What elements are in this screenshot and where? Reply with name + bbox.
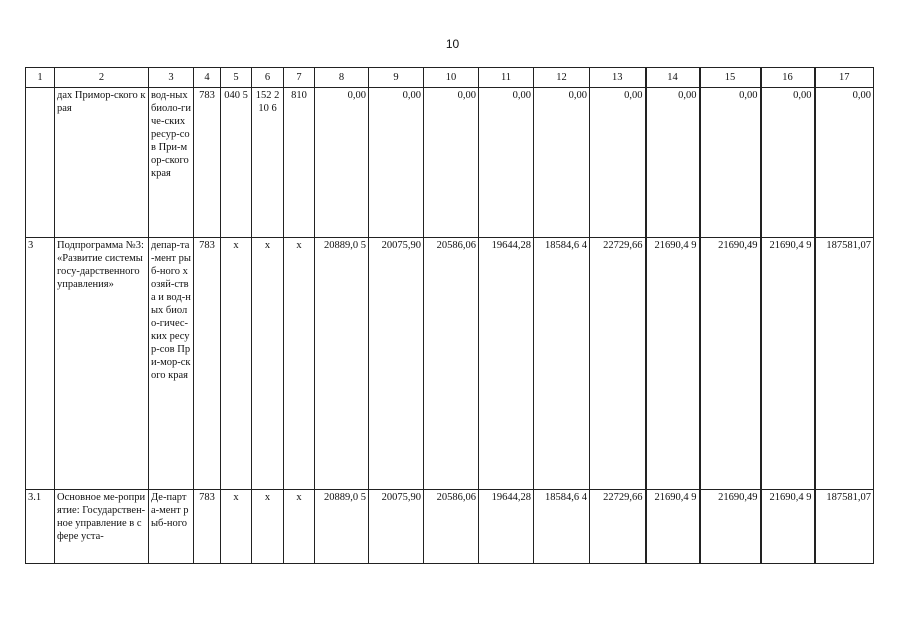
amount-cell: 20889,0 5	[315, 490, 369, 564]
grbs-cell: 783	[194, 238, 221, 490]
amount-cell: 0,00	[534, 88, 590, 238]
header-cell: 10	[424, 68, 479, 88]
grbs-cell: 783	[194, 490, 221, 564]
header-row	[26, 68, 874, 88]
amount-cell: 0,00	[315, 88, 369, 238]
amount-cell: 0,00	[761, 88, 815, 238]
header-cell: 14	[646, 68, 700, 88]
amount-cell: 0,00	[590, 88, 646, 238]
rzpr-cell: 040 5	[221, 88, 252, 238]
executor-cell: депар-та-мент рыб-ного хозяй-ства и вод-ных биоло-гичес-ких ресур-сов При-мор-ского края	[149, 238, 194, 490]
rzpr-cell: х	[221, 490, 252, 564]
header-cell: 9	[369, 68, 424, 88]
budget-table	[25, 67, 874, 564]
csr-cell: х	[252, 238, 284, 490]
row-number-cell	[26, 88, 55, 238]
amount-cell: 20075,90	[369, 490, 424, 564]
amount-cell: 22729,66	[590, 238, 646, 490]
header-cell: 8	[315, 68, 369, 88]
grbs-cell: 783	[194, 88, 221, 238]
name-cell: Подпрограмма №3: «Развитие системы госу-дарственного управления»	[55, 238, 149, 490]
amount-cell: 19644,28	[479, 490, 534, 564]
header-cell: 16	[761, 68, 815, 88]
amount-cell: 0,00	[479, 88, 534, 238]
amount-cell: 21690,4 9	[761, 490, 815, 564]
amount-cell: 21690,4 9	[646, 238, 700, 490]
page-number: 10	[445, 37, 460, 51]
header-cell: 3	[149, 68, 194, 88]
amount-cell: 0,00	[424, 88, 479, 238]
header-cell: 7	[284, 68, 315, 88]
header-cell: 5	[221, 68, 252, 88]
header-cell: 13	[590, 68, 646, 88]
csr-cell: 152 210 6	[252, 88, 284, 238]
header-cell: 6	[252, 68, 284, 88]
rzpr-cell: х	[221, 238, 252, 490]
amount-cell: 19644,28	[479, 238, 534, 490]
vr-cell: х	[284, 238, 315, 490]
table-row	[26, 88, 874, 238]
amount-cell: 18584,6 4	[534, 238, 590, 490]
amount-cell: 21690,49	[700, 238, 761, 490]
name-cell: Основное ме-роприятие: Государствен-ное управление в сфере уста-	[55, 490, 149, 564]
header-cell: 15	[700, 68, 761, 88]
header-cell: 4	[194, 68, 221, 88]
row-number-cell: 3.1	[26, 490, 55, 564]
amount-cell: 21690,4 9	[761, 238, 815, 490]
amount-cell: 0,00	[646, 88, 700, 238]
executor-cell: вод-ных биоло-гиче-ских ресур-сов При-мор-ского края	[149, 88, 194, 238]
header-cell: 12	[534, 68, 590, 88]
amount-cell: 18584,6 4	[534, 490, 590, 564]
executor-cell: Де-парта-мент рыб-ного	[149, 490, 194, 564]
total-cell: 187581,07	[815, 238, 874, 490]
total-cell: 187581,07	[815, 490, 874, 564]
amount-cell: 20586,06	[424, 490, 479, 564]
amount-cell: 21690,49	[700, 490, 761, 564]
table-row	[26, 490, 874, 564]
vr-cell: 810	[284, 88, 315, 238]
table-row	[26, 238, 874, 490]
total-cell: 0,00	[815, 88, 874, 238]
amount-cell: 20586,06	[424, 238, 479, 490]
header-cell: 11	[479, 68, 534, 88]
amount-cell: 20889,0 5	[315, 238, 369, 490]
amount-cell: 20075,90	[369, 238, 424, 490]
amount-cell: 22729,66	[590, 490, 646, 564]
csr-cell: х	[252, 490, 284, 564]
header-cell: 17	[815, 68, 874, 88]
header-cell: 1	[26, 68, 55, 88]
amount-cell: 21690,4 9	[646, 490, 700, 564]
amount-cell: 0,00	[700, 88, 761, 238]
name-cell: дах Примор-ского края	[55, 88, 149, 238]
vr-cell: х	[284, 490, 315, 564]
header-cell: 2	[55, 68, 149, 88]
row-number-cell: 3	[26, 238, 55, 490]
amount-cell: 0,00	[369, 88, 424, 238]
